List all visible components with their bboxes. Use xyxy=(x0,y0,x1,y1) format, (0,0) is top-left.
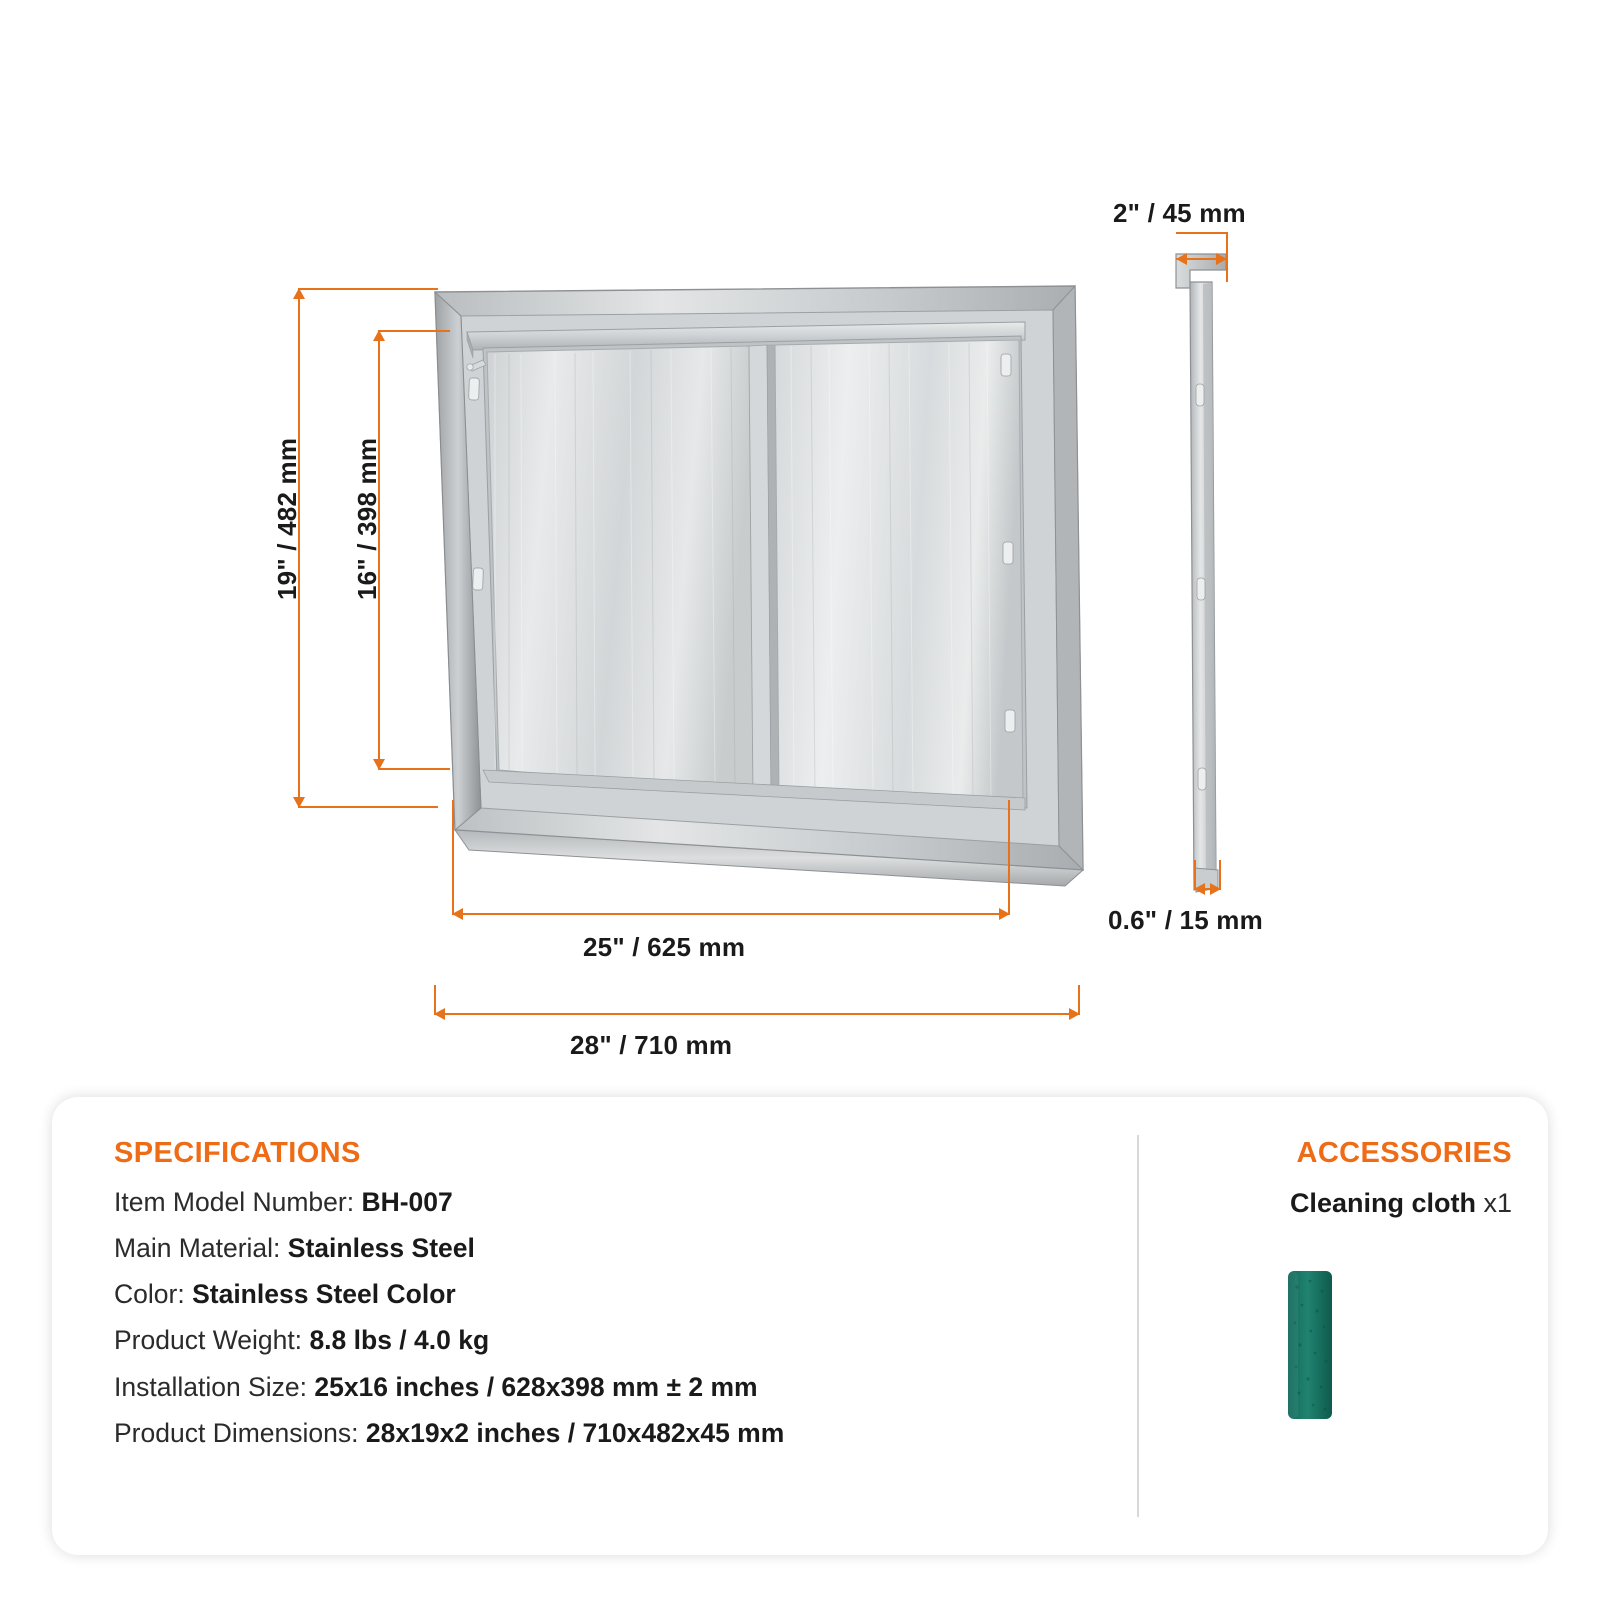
specifications-section xyxy=(114,1137,1094,1463)
cleaning-cloth-icon xyxy=(1284,1269,1336,1421)
tick-overall-height-bottom xyxy=(298,806,438,808)
spec-value: BH-007 xyxy=(361,1187,453,1217)
spec-row xyxy=(114,1232,1094,1265)
accessory-name: Cleaning cloth xyxy=(1289,1188,1476,1218)
label-flange-depth: 0.6" / 15 mm xyxy=(1108,905,1263,935)
spec-row xyxy=(114,1324,1094,1357)
accessories-heading: ACCESSORIES xyxy=(1296,1137,1512,1169)
tick-overall-width-left xyxy=(434,985,436,1013)
accessories-section xyxy=(1212,1137,1512,1219)
label-overall-width: 28" / 710 mm xyxy=(570,1030,733,1060)
side-profile-drawing xyxy=(1170,248,1280,896)
spec-value: Stainless Steel xyxy=(287,1233,475,1264)
label-inner-height: 16" / 398 mm xyxy=(352,437,382,600)
tick-flange-right xyxy=(1219,860,1221,890)
front-view-drawing xyxy=(425,270,1085,890)
accessory-label xyxy=(1212,1188,1512,1219)
spec-key: Item Model Number: xyxy=(114,1187,355,1217)
tick-flange-left xyxy=(1194,860,1196,890)
spec-key: Color: xyxy=(114,1279,185,1310)
tick-inner-width-right xyxy=(1008,800,1010,913)
label-depth: 2" / 45 mm xyxy=(1113,198,1246,228)
spec-row xyxy=(114,1186,1094,1219)
spec-row xyxy=(114,1278,1094,1311)
tick-inner-height-top xyxy=(378,330,450,332)
arrow-depth-left xyxy=(1176,253,1187,265)
specifications-heading: SPECIFICATIONS xyxy=(114,1137,361,1169)
tick-depth-top xyxy=(1176,232,1228,234)
dimline-inner-width xyxy=(452,913,1010,915)
tick-depth-right xyxy=(1226,232,1228,282)
specifications-card xyxy=(52,1097,1548,1555)
spec-value: 28x19x2 inches / 710x482x45 mm xyxy=(365,1417,785,1448)
tick-overall-width-right xyxy=(1078,985,1080,1013)
spec-key: Product Dimensions: xyxy=(114,1417,359,1448)
spec-value: 8.8 lbs / 4.0 kg xyxy=(309,1325,490,1356)
spec-value: Stainless Steel Color xyxy=(192,1279,456,1310)
tick-inner-height-bottom xyxy=(378,768,450,770)
dimline-overall-width xyxy=(434,1013,1080,1015)
tick-overall-height-top xyxy=(298,288,438,290)
accessory-quantity: x1 xyxy=(1483,1188,1512,1218)
label-overall-height: 19" / 482 mm xyxy=(272,437,302,600)
spec-key: Product Weight: xyxy=(114,1325,303,1356)
spec-row xyxy=(114,1371,1094,1404)
spec-key: Main Material: xyxy=(114,1233,281,1264)
tick-inner-width-left xyxy=(452,800,454,913)
card-divider xyxy=(1137,1135,1139,1517)
spec-key: Installation Size: xyxy=(114,1371,307,1402)
spec-row xyxy=(114,1417,1094,1450)
label-inner-width: 25" / 625 mm xyxy=(583,932,746,962)
spec-value: 25x16 inches / 628x398 mm ± 2 mm xyxy=(314,1371,758,1402)
